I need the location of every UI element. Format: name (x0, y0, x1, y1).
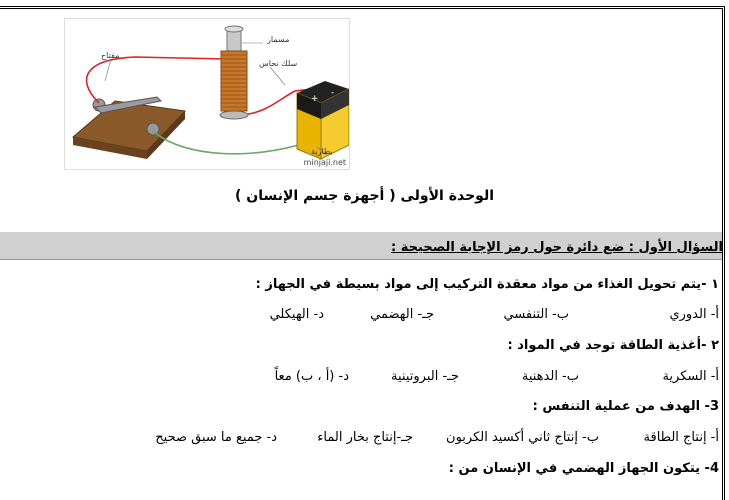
question-1-option-b[interactable]: ب- التنفسي (503, 307, 569, 322)
question-2-option-d[interactable]: د- (أ ، ب) معاً (274, 369, 349, 384)
question-3-stem: 3- الهدف من عملية التنفس : (532, 399, 719, 414)
question-1-stem: ١ -يتم تحويل الغذاء من مواد معقدة التركيب إلى مواد بسيطة في الجهاز : (255, 277, 719, 292)
question-2-stem: ٢ -أغذية الطاقة توجد في المواد : (507, 338, 719, 353)
question-3-option-d[interactable]: د- جميع ما سبق صحيح (155, 430, 277, 445)
question-3-options (155, 430, 719, 445)
question-header: السؤال الأول : ضع دائرة حول رمز الإجابة الصحيحة : (391, 240, 723, 255)
electromagnet-illustration (64, 18, 350, 170)
question-2-option-c[interactable]: جـ- البروتينية (391, 369, 459, 384)
question-2-options (275, 369, 719, 384)
battery-label: بطارية (311, 147, 333, 156)
question-3-option-b[interactable]: ب- إنتاج ثاني أكسيد الكربون (446, 430, 599, 445)
wire-label: سلك نحاس (259, 59, 298, 68)
question-3-option-a[interactable]: أ- إنتاج الطاقة (643, 430, 719, 445)
svg-text:+: + (311, 94, 319, 104)
question-2-option-a[interactable]: أ- السكرية (662, 369, 719, 384)
question-1-option-c[interactable]: جـ- الهضمي (370, 307, 434, 322)
question-4-stem: 4- يتكون الجهاز الهضمي في الإنسان من : (448, 461, 719, 476)
question-2-option-b[interactable]: ب- الدهنية (521, 369, 579, 384)
electromagnet-drawing (65, 19, 349, 169)
unit-title: الوحدة الأولى ( أجهزة جسم الإنسان ) (234, 188, 494, 204)
switch-label: مفتاح (101, 51, 120, 60)
figure-credit: minjaji.net (303, 158, 346, 167)
svg-text:-: - (331, 88, 335, 98)
question-1-option-a[interactable]: أ- الدوري (669, 307, 719, 322)
question-1-option-d[interactable]: د- الهيكلي (269, 307, 324, 322)
question-3-option-c[interactable]: جـ-إنتاج بخار الماء (317, 430, 413, 445)
nail-label: مسمار (267, 35, 290, 44)
question-1-options (270, 307, 719, 322)
